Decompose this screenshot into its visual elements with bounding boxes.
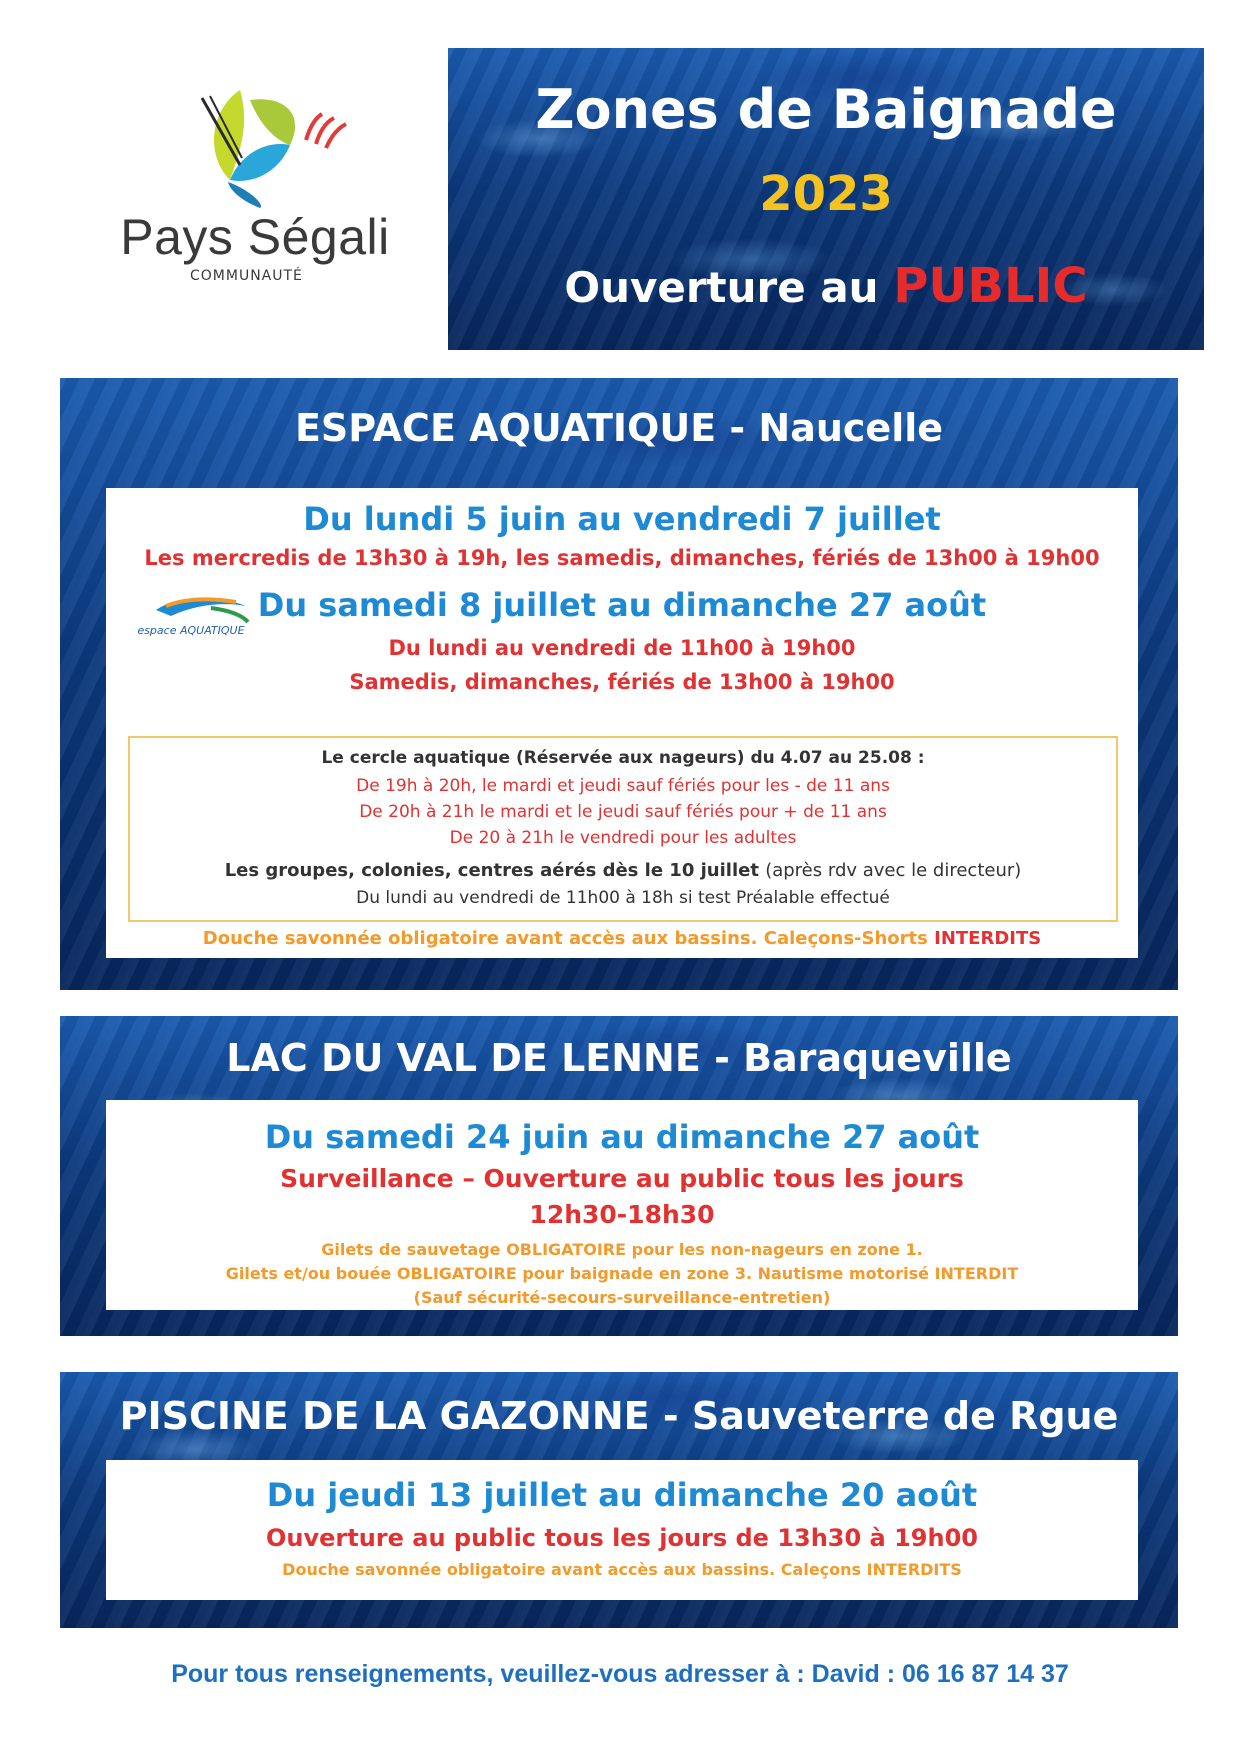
rule-highlight: INTERDITS — [934, 928, 1042, 949]
rule-prefix: Douche savonnée obligatoire avant accès aux bassins. Caleçons-Shorts — [202, 928, 928, 949]
logo-subtitle: COMMUNAUTÉ — [190, 268, 303, 284]
groups-line-1-normal: (après rdv avec le directeur) — [765, 860, 1022, 881]
subtitle-highlight: PUBLIC — [893, 258, 1088, 314]
period: Du samedi 24 juin au dimanche 27 août — [264, 1118, 980, 1156]
rule-line-1: Gilets de sauvetage OBLIGATOIRE pour les non-nageurs en zone 1. — [321, 1240, 923, 1259]
wave-icon — [116, 588, 266, 648]
info-card — [106, 1100, 1138, 1310]
espace-logo-text: espace AQUATIQUE — [137, 624, 245, 637]
rule-line-2: Gilets et/ou bouée OBLIGATOIRE pour baignade en zone 3. Nautisme motorisé INTERDIT — [225, 1264, 1019, 1283]
heading-sub: - Baraqueville — [714, 1036, 1012, 1080]
club-line-3: De 20 à 21h le vendredi pour les adultes — [449, 828, 797, 848]
contact-footer: Pour tous renseignements, veuillez-vous adresser à : David : 06 16 87 14 37 — [171, 1660, 1069, 1688]
groups-line-1 — [130, 860, 1116, 881]
club-info-box — [128, 736, 1118, 922]
club-title: Le cercle aquatique (Réservée aux nageurs) du 4.07 au 25.08 : — [321, 748, 925, 768]
period: Du jeudi 13 juillet au dimanche 20 août — [266, 1476, 978, 1514]
info-card — [106, 488, 1138, 958]
info-card — [106, 1460, 1138, 1600]
section-heading — [60, 406, 1178, 450]
club-line-2: De 20h à 21h le mardi et le jeudi sauf fériés pour + de 11 ans — [359, 802, 887, 822]
period-1: Du lundi 5 juin au vendredi 7 juillet — [303, 500, 941, 538]
period-2: Du samedi 8 juillet au dimanche 27 août — [257, 586, 987, 624]
rule-line-3: (Sauf sécurité-secours-surveillance-entretien) — [413, 1288, 831, 1307]
section-espace-aquatique — [60, 378, 1178, 990]
leaf-bird-icon — [90, 70, 420, 210]
section-piscine-gazonne — [60, 1372, 1178, 1628]
header-banner — [448, 48, 1204, 350]
hours-line: 12h30-18h30 — [529, 1200, 715, 1229]
header-subtitle — [448, 258, 1204, 314]
espace-aquatique-logo — [116, 588, 266, 648]
year-label: 2023 — [759, 166, 893, 222]
logo-name: Pays Ségali — [120, 209, 390, 265]
period-2-hours-2: Samedis, dimanches, fériés de 13h00 à 19h00 — [349, 670, 895, 694]
hours-line: Ouverture au public tous les jours de 13h30 à 19h00 — [266, 1524, 978, 1552]
subtitle-prefix: Ouverture au — [564, 263, 879, 312]
groups-line-2: Du lundi au vendredi de 11h00 à 18h si test Préalable effectué — [356, 888, 890, 908]
rule-line — [106, 928, 1138, 949]
groups-line-1-bold: Les groupes, colonies, centres aérés dès le 10 juillet — [224, 860, 759, 881]
page-title: Zones de Baignade — [535, 78, 1117, 141]
period-2-hours-1: Du lundi au vendredi de 11h00 à 19h00 — [388, 636, 856, 660]
period-1-hours: Les mercredis de 13h30 à 19h, les samedis, dimanches, fériés de 13h00 à 19h00 — [144, 546, 1100, 570]
heading-main: PISCINE DE LA GAZONNE — [119, 1394, 650, 1438]
surveillance-line: Surveillance – Ouverture au public tous les jours — [280, 1164, 964, 1193]
rule-line: Douche savonnée obligatoire avant accès aux bassins. Caleçons INTERDITS — [282, 1560, 962, 1579]
heading-main: LAC DU VAL DE LENNE — [226, 1036, 701, 1080]
club-line-1: De 19h à 20h, le mardi et jeudi sauf fériés pour les - de 11 ans — [356, 776, 890, 796]
heading-sub: - Naucelle — [729, 406, 944, 450]
section-heading — [60, 1036, 1178, 1080]
section-heading — [60, 1394, 1178, 1438]
pays-segali-logo — [90, 70, 420, 290]
section-lac-val-de-lenne — [60, 1016, 1178, 1336]
heading-sub: - Sauveterre de Rgue — [662, 1394, 1119, 1438]
heading-main: ESPACE AQUATIQUE — [294, 406, 717, 450]
